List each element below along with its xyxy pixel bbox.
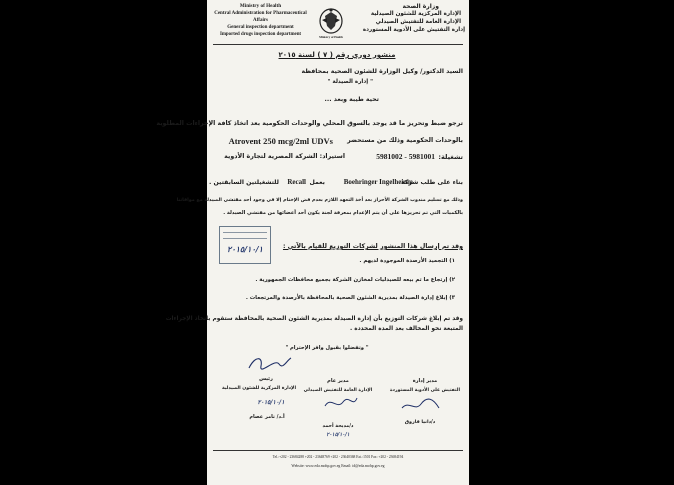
paragraph-1: ترجو ضبط وتحريز ما قد يوجد بالسوق المحلي والوحدات الحكومية بعد اتخاذ كافة الإجراءات المطلوبة [156, 120, 463, 127]
received-stamp [219, 226, 271, 264]
central-admin-ar: الإدارة المركزية للشئون الصيدلية [370, 11, 461, 17]
ministry-name-ar: وزارة الصحة [402, 3, 439, 10]
salutation: السيد الدكتور/ وكيل الوزارة للشئون الصحية بمحافظة [301, 68, 463, 75]
paragraph-2a: بالوحدات الحكومية وذلك من مستحضر [347, 137, 463, 144]
greeting: تحية طيبة وبعد ... [324, 96, 379, 103]
company-name: Boehringer Ingelheium [343, 178, 413, 186]
paragraph-6: وقد تم إبلاغ شركات التوزيع بأن إدارة الصيدلة بمديرية الشئون الصحية بالمحافظة ستقوم باتخاذ الإجراءات [165, 316, 463, 322]
general-inspection-ar: الإدارة العامة للتفتيش الصيدلي [375, 19, 461, 25]
instruction-3: ٣) إبلاغ إدارة الصيدلة بمديرية الشئون الصحية بالمحافظة بالأرصدة والمرتجعات . [245, 295, 455, 301]
gm-date: ٢٠١٥/١٠/١ [326, 432, 350, 438]
scanned-letter [156, 0, 469, 485]
dm-org: التفتيش على الأدوية المستوردة [390, 388, 460, 393]
stamp-date: ٢٠١٥/١٠/١ [227, 245, 263, 254]
footer-web: Website: www.eda.mohp.gov.eg Email: id@eda.mohp.gov.eg [291, 464, 385, 468]
head-name: أ.د/ تامر عصام [249, 414, 285, 420]
product-name: Atrovent 250 mcg/2ml UDVs [228, 136, 333, 146]
dm-name: د/دانيا فاروق [404, 420, 436, 425]
paragraph-3c: للتشغيلتين السابقتين . [209, 179, 279, 186]
paragraph-3b: بعمل [309, 179, 325, 186]
paragraph-5: بالكميات التي تم تحريزها على أن يتم الإعدام بمعرفة لجنة يكون أحد أعضائها من مفتشي الصيدلة . [223, 210, 463, 216]
footer-divider [213, 450, 463, 451]
batch-label: تشغيلة: [438, 153, 463, 161]
pharmacy-admin: " إدارة الصيدلة " [327, 79, 373, 85]
importer: استيراد: الشركة المصرية لتجارة الأدوية [224, 153, 345, 160]
instruction-1: ١) التجميد الأرصدة الموجودة لديهم . [359, 258, 455, 264]
head-signature-icon [245, 352, 293, 374]
batch-numbers: 5981002 - 5981001 [376, 152, 435, 161]
closing: " وتفضلوا بقبول وافر الإحترام " [285, 345, 369, 351]
central-admin-en: Central Administration for Pharmaceutical [214, 11, 307, 16]
distribution-intro: وقد تم إرسال هذا المنشور لشركات التوزيع للقيام بالآتي : [282, 243, 463, 250]
batch-line [211, 154, 463, 164]
dm-role: مدير إدارة [412, 378, 438, 384]
recall-word: Recall [287, 178, 306, 186]
general-inspection-en: General inspection department [227, 25, 294, 30]
paragraph-3a: بناء على طلب شركة [401, 179, 463, 186]
gm-org: الإدارة العامة للتفتيش الصيدلي [303, 388, 373, 393]
logo-caption: Ministry of Health [319, 35, 343, 39]
circular-title: منشور دوري رقم ( ٧ ) لسنة ٢٠١٥ [278, 51, 396, 59]
head-date: ٢٠١٥/١٠/١ [257, 399, 285, 406]
product-line [211, 138, 463, 148]
header-divider [213, 44, 463, 45]
request-line [211, 180, 463, 190]
gm-role: مدير عام [327, 378, 349, 384]
gm-signature-icon [323, 394, 359, 414]
imported-drugs-en: Imported drugs inspection department [219, 32, 302, 37]
head-role: رئيس [259, 376, 273, 382]
paragraph-4: وذلك مع تسليم مندوب الشركة الأحراز بعد أخذ التعهد اللازم بعدم فض الإختام إلا في وجود أحد مفتشي الصيدلة مع موافاتنا [176, 198, 463, 203]
paragraph-7: المتبعة نحو المخالف بعد المدة المحددة . [350, 326, 463, 332]
head-org: الإدارة المركزية للشئون الصيدلية [221, 386, 297, 391]
imported-drugs-ar: إدارة التفتيش على الأدوية المستوردة [362, 27, 465, 33]
footer-contact: Tel.:+202 - 23684288 +202 - 23648769 +202 - 23640368 Ext.:1501 Fax: +202 - 23684194 [272, 455, 404, 459]
ministry-logo [318, 6, 344, 42]
affairs-en: Affairs [253, 18, 268, 23]
ministry-name-en: Ministry of Health [239, 3, 282, 9]
gm-name: د/مديحة أحمد [322, 424, 354, 429]
dm-signature-icon [399, 394, 443, 416]
instruction-2: ٢) إرتجاع ما تم بيعه للصيدليات لمخازن الشركة بجميع محافظات الجمهورية . [255, 277, 455, 283]
